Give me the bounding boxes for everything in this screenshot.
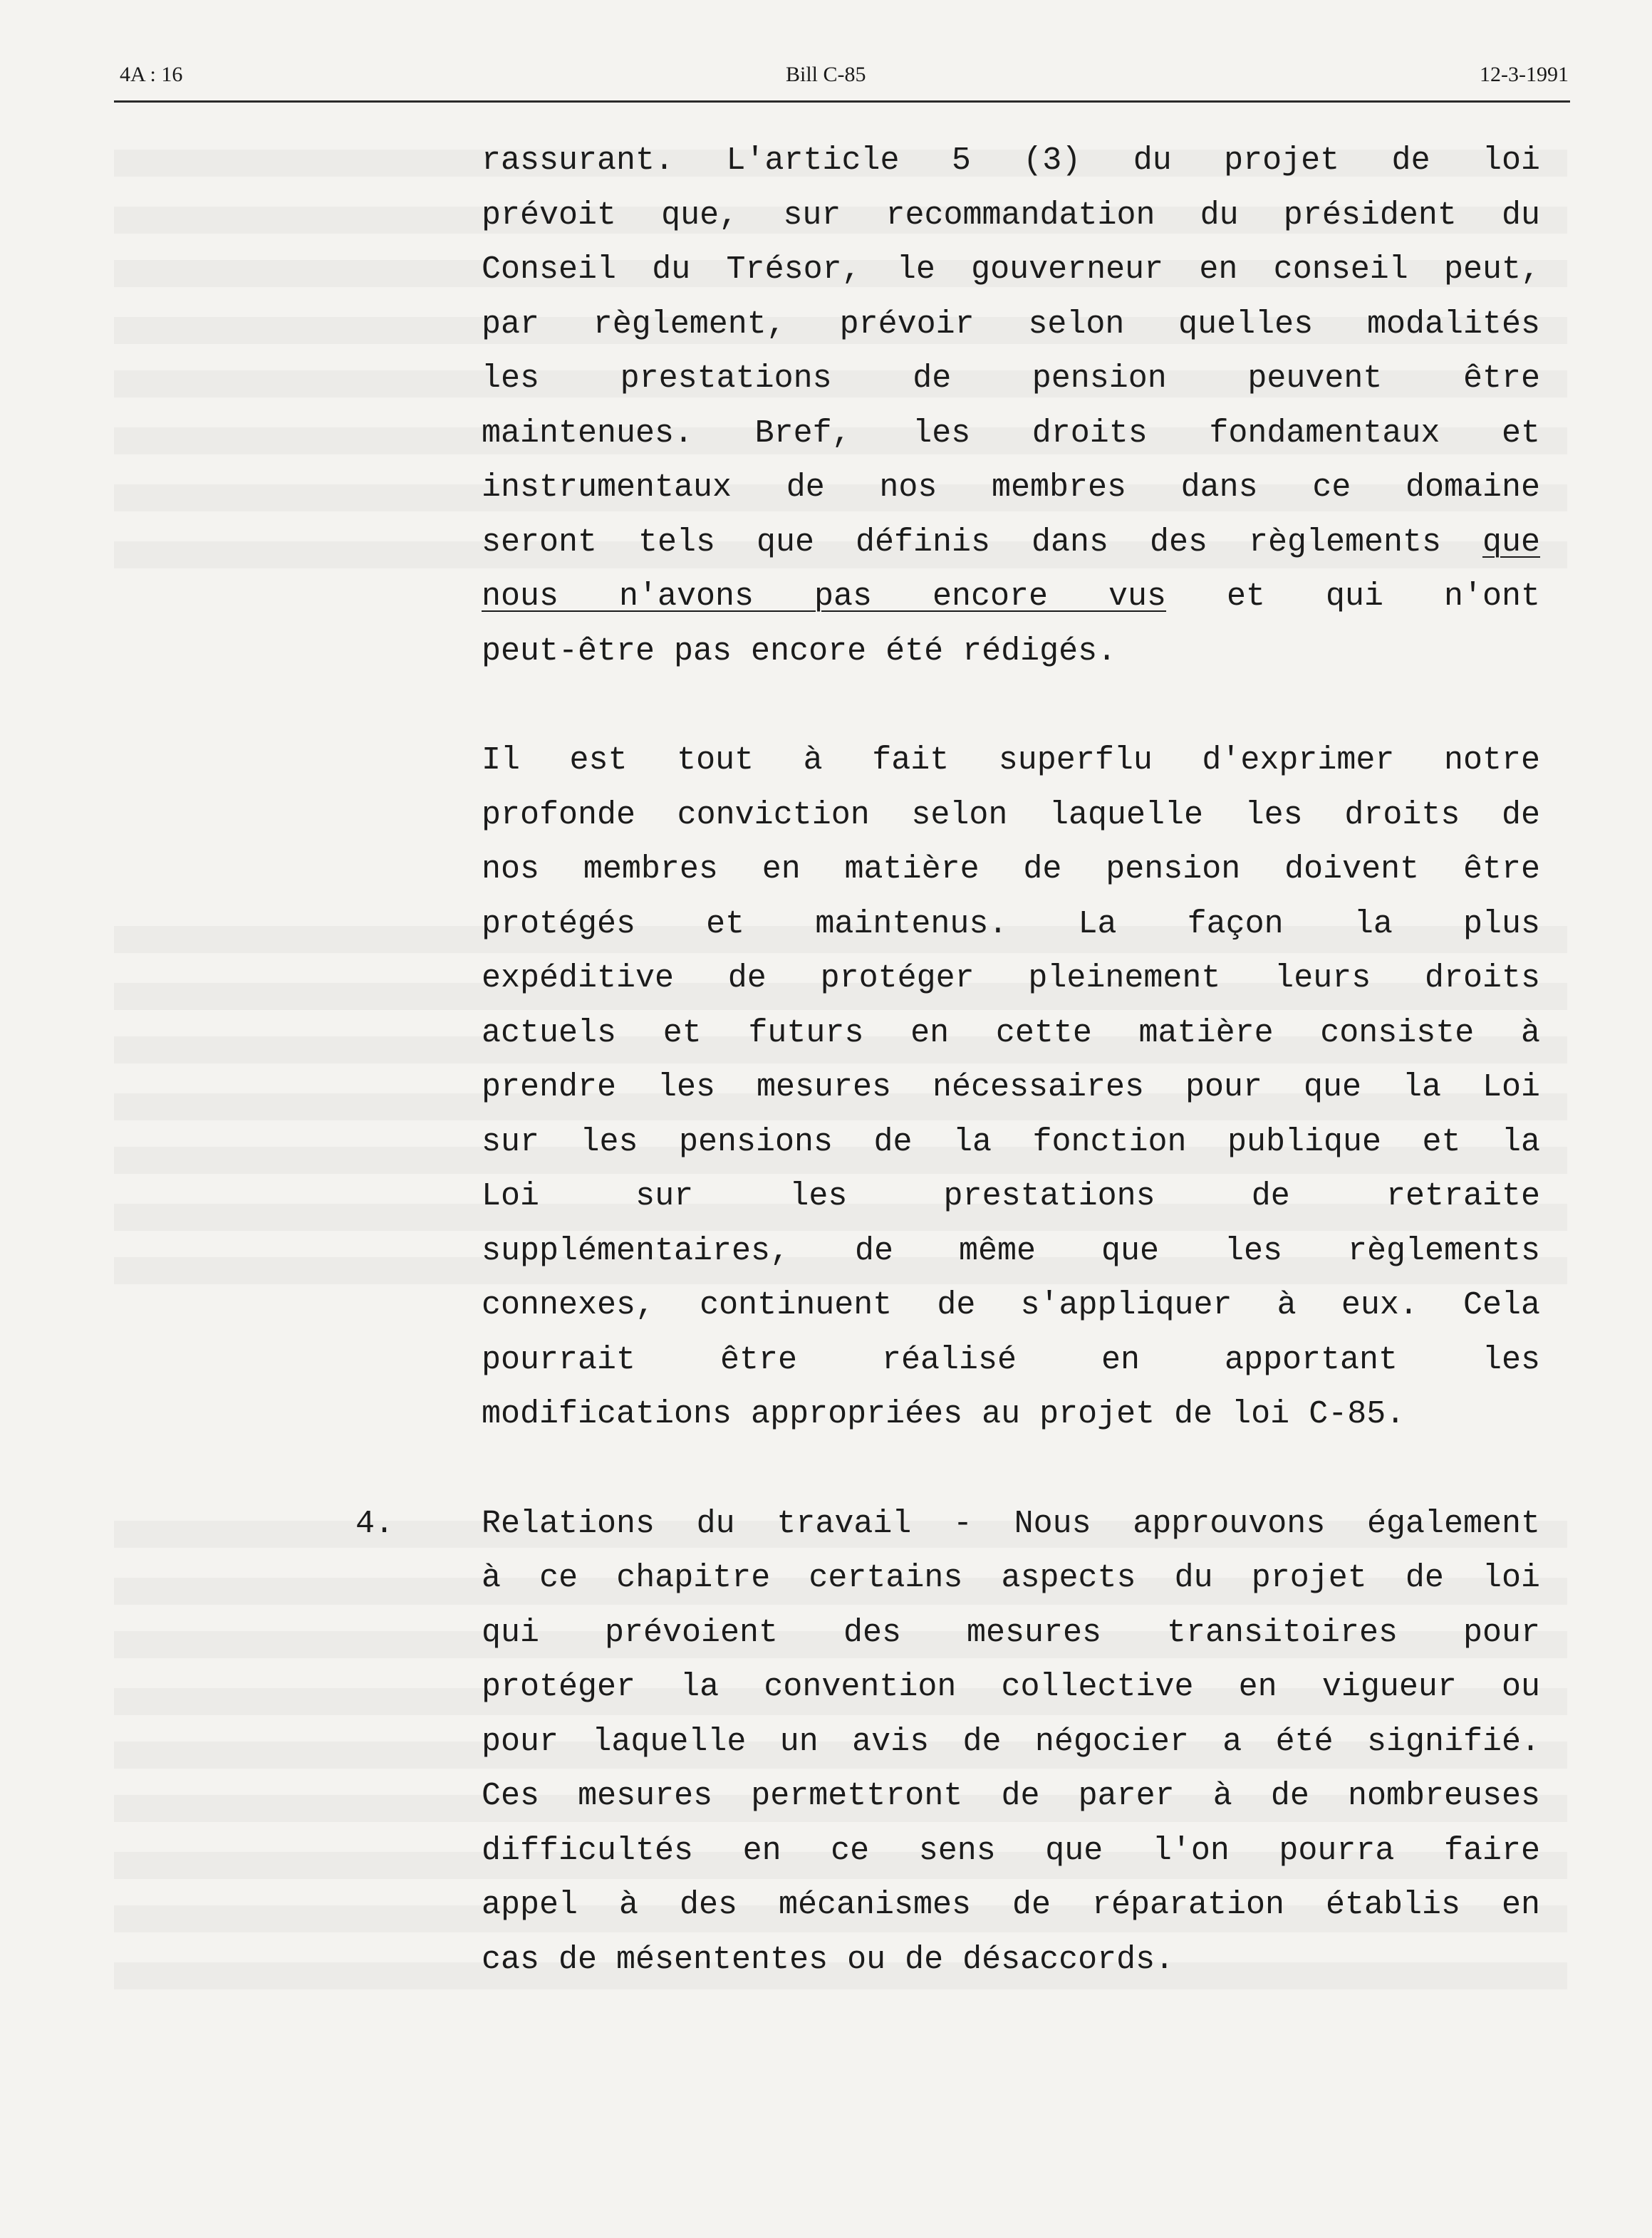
text-line [482,516,1540,571]
text-line: Loi sur les prestations de retraite [482,1178,1540,1214]
text-line: prévoit que, sur recommandation du président du [482,197,1540,234]
paragraph-2 [482,734,1540,1442]
text-line: appel à des mécanismes de réparation établis en [482,1887,1540,1923]
paragraph-gap [482,1442,1540,1497]
text-line: modifications appropriées au projet de loi C-85. [482,1396,1406,1432]
underlined-text: que [1482,524,1540,561]
text-line: nos membres en matière de pension doivent être [482,851,1540,888]
text-line: protégés et maintenus. La façon la plus [482,905,1540,942]
text-line: sur les pensions de la fonction publique et la [482,1123,1540,1160]
text-line: supplémentaires, de même que les règlements [482,1232,1540,1269]
text-line: pourrait être réalisé en apportant les [482,1341,1540,1378]
text-line: Ces mesures permettront de parer à de nombreuses [482,1778,1540,1814]
text-line: profonde conviction selon laquelle les droits de [482,796,1540,833]
text-line: expéditive de protéger pleinement leurs droits [482,960,1540,996]
text-line: pour laquelle un avis de négocier a été signifié. [482,1723,1540,1760]
text-line: rassurant. L'article 5 (3) du projet de loi [482,142,1540,179]
body-text [355,134,1540,1987]
bill-title: Bill C-85 [786,63,866,86]
text-line: Relations du travail - Nous approuvons également [482,1505,1540,1542]
text-line: peut-être pas encore été rédigés. [482,633,1117,670]
item-number: 4. [355,1505,395,1542]
text-line: par règlement, prévoir selon quelles modalités [482,306,1540,343]
text-line: difficultés en ce sens que l'on pourra faire [482,1832,1540,1869]
text-line: maintenues. Bref, les droits fondamentaux et [482,415,1540,452]
text-line: protéger la convention collective en vigueur ou [482,1669,1540,1705]
page-reference: 4A : 16 [120,63,183,86]
text-line: instrumentaux de nos membres dans ce domaine [482,469,1540,506]
header-rule [114,100,1570,103]
underlined-text: nous n'avons pas encore vus [482,578,1167,615]
text-segment: seront tels que définis dans des règlements [482,524,1441,561]
text-line: à ce chapitre certains aspects du projet de loi [482,1560,1540,1596]
numbered-item-4 [355,1497,1540,1988]
text-line [482,570,1540,625]
text-line: connexes, continuent de s'appliquer à eux. Cela [482,1287,1540,1323]
text-line: actuels et futurs en cette matière consiste à [482,1014,1540,1051]
text-line: Il est tout à fait superflu d'exprimer notre [482,742,1540,779]
text-line: prendre les mesures nécessaires pour que la Loi [482,1069,1540,1105]
paragraph-1 [482,134,1540,679]
text-line: les prestations de pension peuvent être [482,360,1540,397]
text-line: cas de mésententes ou de désaccords. [482,1941,1175,1978]
text-segment: et qui n'ont [1227,578,1540,615]
text-line: Conseil du Trésor, le gouverneur en conseil peut, [482,251,1540,288]
text-line: qui prévoient des mesures transitoires pour [482,1614,1540,1651]
page-header [120,63,1569,98]
header-date: 12-3-1991 [1480,63,1569,86]
paragraph-gap [482,679,1540,734]
